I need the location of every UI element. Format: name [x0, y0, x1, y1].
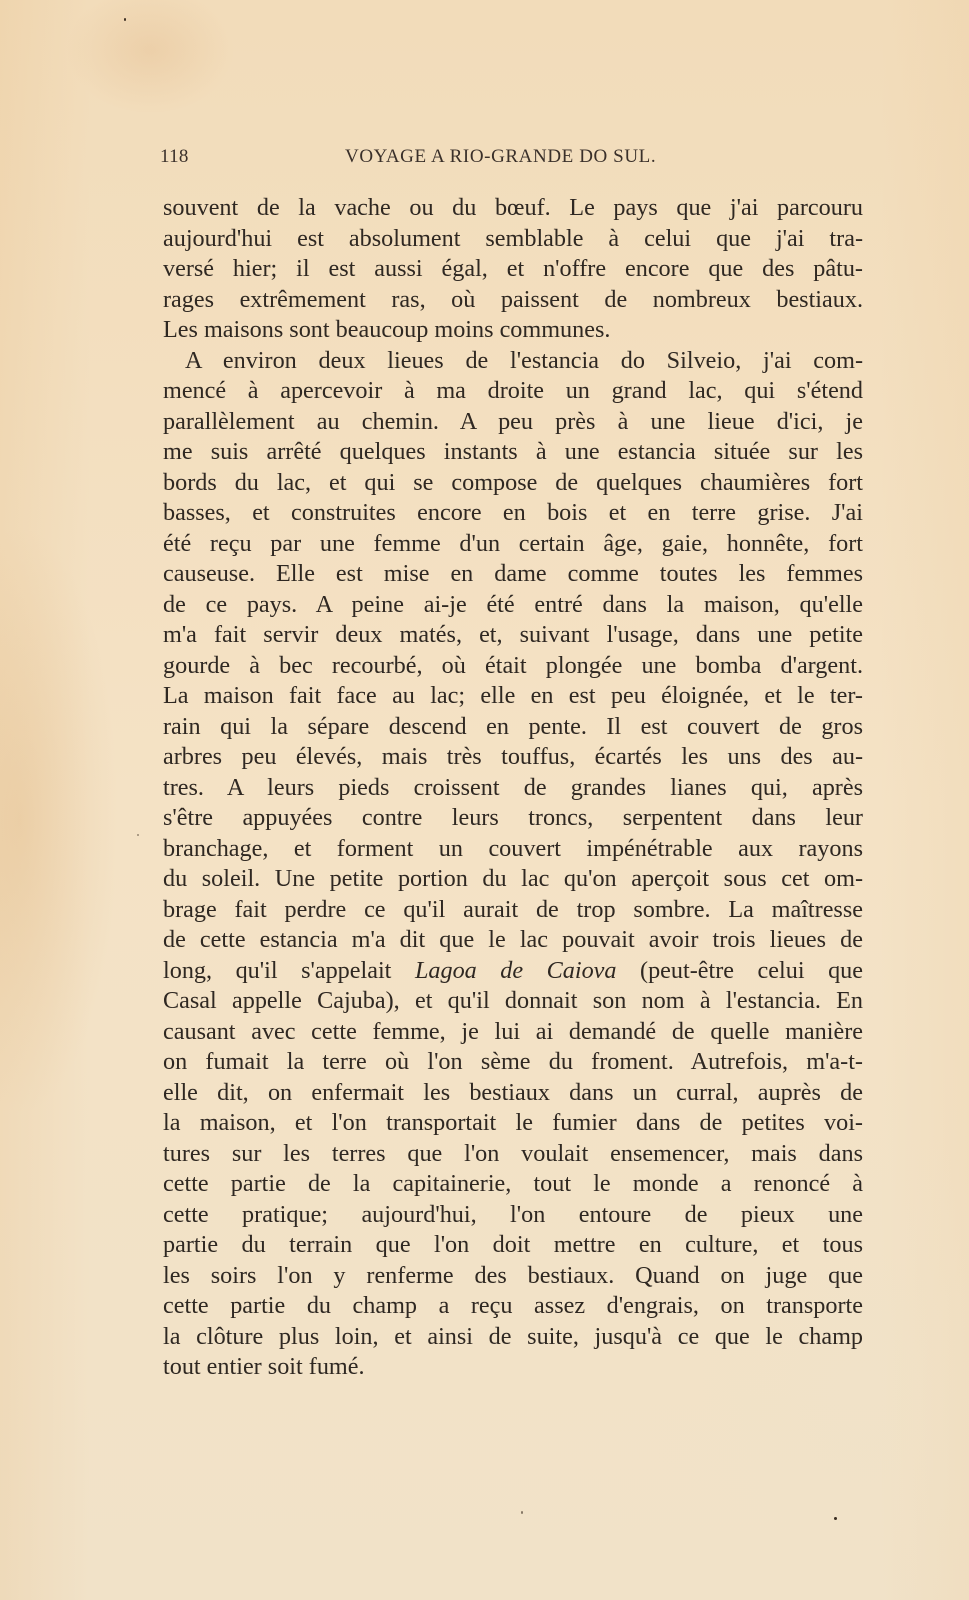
text-line: la maison, et l'on transportait le fumier dans de petites voi- — [163, 1109, 863, 1136]
text-line: souvent de la vache ou du bœuf. Le pays que j'ai parcouru — [163, 194, 863, 221]
text-line: du soleil. Une petite portion du lac qu'on aperçoit sous cet om- — [163, 865, 863, 892]
text-line: elle dit, on enfermait les bestiaux dans un curral, auprès de — [163, 1078, 863, 1106]
text-line: versé hier; il est aussi égal, et n'offre encore que des pâtu- — [163, 255, 863, 282]
text-line: gourde à bec recourbé, où était plongée une bomba d'argent. — [163, 651, 863, 679]
text-line: me suis arrêté quelques instants à une estancia située sur les — [163, 438, 863, 465]
text-line: mencé à apercevoir à ma droite un grand lac, qui s'étend — [163, 377, 863, 404]
text-line: s'être appuyées contre leurs troncs, serpentent dans leur — [163, 804, 863, 831]
text-line: La maison fait face au lac; elle en est peu éloignée, et le ter- — [163, 682, 863, 709]
text-line: tres. A leurs pieds croissent de grandes lianes qui, après — [163, 773, 863, 801]
text-segment: long, qu'il s'appelait — [163, 956, 415, 984]
place-name-italic: Lagoa de Caiova — [414, 956, 617, 984]
text-line: de ce pays. A peine ai-je été entré dans la maison, qu'elle — [163, 590, 863, 618]
text-line: rain qui la sépare descend en pente. Il est couvert de gros — [163, 712, 863, 740]
text-line: cette pratique; aujourd'hui, l'on entoure de pieux une — [163, 1200, 863, 1228]
text-line: basses, et construites encore en bois et en terre grise. J'ai — [163, 499, 863, 526]
paper-speck — [521, 1511, 523, 1514]
text-line: les soirs l'on y renferme des bestiaux. Quand on juge que — [163, 1261, 863, 1289]
paper-speck — [137, 834, 139, 836]
text-line: Les maisons sont beaucoup moins communes. — [163, 316, 611, 343]
paper-speck — [834, 1517, 837, 1520]
text-line: rages extrêmement ras, où paissent de nombreux bestiaux. — [163, 285, 863, 313]
text-line: partie du terrain que l'on doit mettre en culture, et tous — [163, 1231, 863, 1258]
text-line-with-italic — [163, 956, 863, 987]
text-line: la clôture plus loin, et ainsi de suite, jusqu'à ce que le champ — [163, 1322, 863, 1350]
text-line: causant avec cette femme, je lui ai demandé de quelle manière — [163, 1017, 863, 1045]
text-line: cette partie de la capitainerie, tout le monde a renoncé à — [163, 1170, 863, 1197]
text-line: tures sur les terres que l'on voulait ensemencer, mais dans — [163, 1139, 863, 1167]
text-line: été reçu par une femme d'un certain âge, gaie, honnête, fort — [163, 529, 863, 557]
text-segment: (peut-être celui que — [616, 956, 864, 984]
text-line: de cette estancia m'a dit que le lac pouvait avoir trois lieues de — [163, 926, 863, 953]
body-text — [163, 193, 863, 1383]
text-line: aujourd'hui est absolument semblable à celui que j'ai tra- — [163, 224, 863, 252]
running-title: VOYAGE A RIO-GRANDE DO SUL. — [345, 146, 657, 167]
text-line: Casal appelle Cajuba), et qu'il donnait son nom à l'estancia. En — [163, 987, 863, 1014]
text-line: parallèlement au chemin. A peu près à une lieue d'ici, je — [163, 407, 863, 435]
text-line: arbres peu élevés, mais très touffus, écartés les uns des au- — [163, 743, 863, 770]
text-line: bords du lac, et qui se compose de quelques chaumières fort — [163, 468, 863, 496]
text-line: causeuse. Elle est mise en dame comme toutes les femmes — [163, 560, 863, 587]
text-line: tout entier soit fumé. — [163, 1353, 365, 1380]
text-line: branchage, et forment un couvert impénétrable aux rayons — [163, 834, 863, 862]
text-line: A environ deux lieues de l'estancia do Silveio, j'ai com- — [185, 346, 863, 374]
text-line: m'a fait servir deux matés, et, suivant l'usage, dans une petite — [163, 621, 863, 648]
running-head — [160, 146, 866, 174]
paper-speck — [124, 18, 126, 21]
page-number: 118 — [160, 146, 189, 167]
text-line: on fumait la terre où l'on sème du froment. Autrefois, m'a-t- — [163, 1048, 863, 1075]
text-line: cette partie du champ a reçu assez d'engrais, on transporte — [163, 1292, 863, 1319]
text-line: brage fait perdre ce qu'il aurait de trop sombre. La maîtresse — [163, 895, 863, 923]
